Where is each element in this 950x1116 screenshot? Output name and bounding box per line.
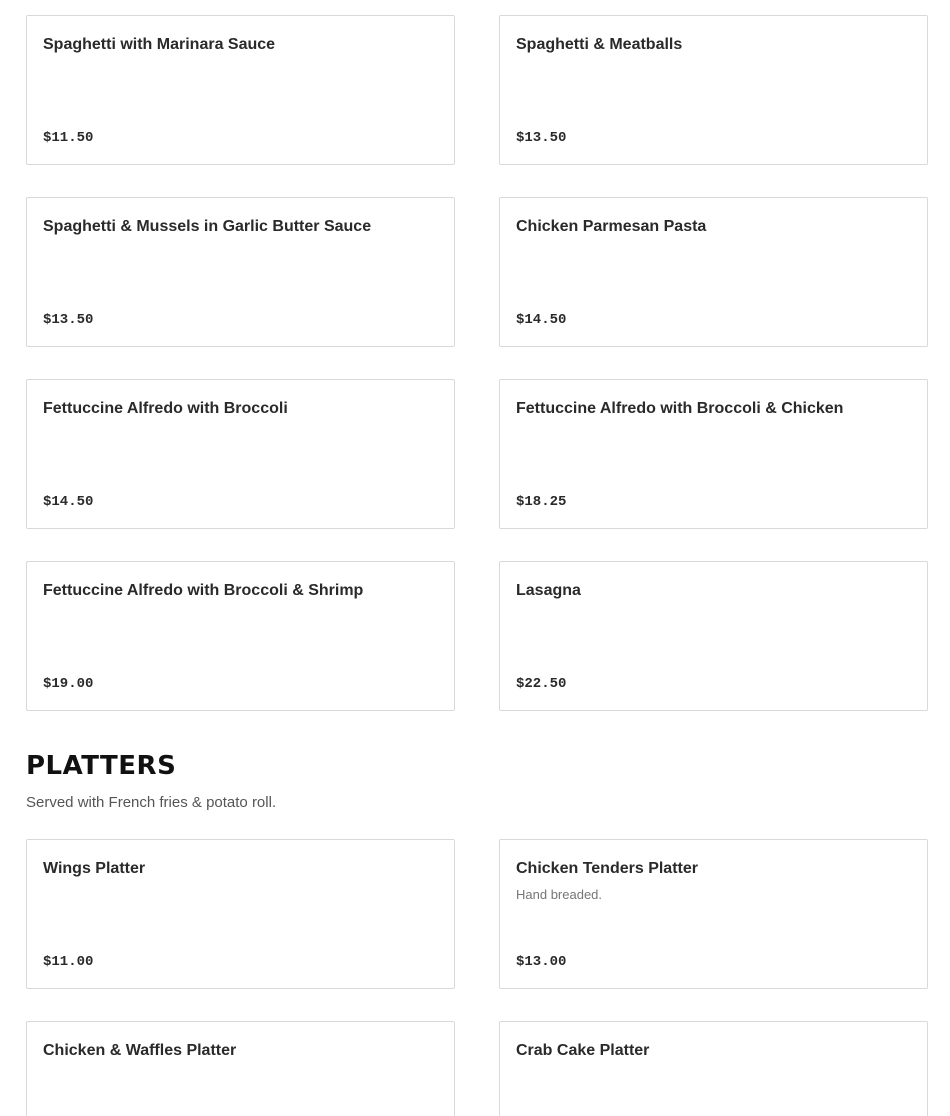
- menu-item-price: $13.50: [43, 312, 94, 328]
- menu-item-card[interactable]: [26, 197, 455, 347]
- menu-item-card[interactable]: [499, 839, 928, 989]
- menu-item-name: Spaghetti with Marinara Sauce: [43, 36, 276, 53]
- pasta-menu-grid: [26, 15, 928, 711]
- section-title: PLATTERS: [26, 751, 177, 781]
- section-subtitle: Served with French fries & potato roll.: [26, 794, 277, 811]
- menu-item-name: Fettuccine Alfredo with Broccoli: [43, 400, 288, 417]
- menu-item-price: $22.50: [516, 676, 567, 692]
- menu-item-description: Hand breaded.: [516, 887, 603, 902]
- menu-item-card[interactable]: [26, 1021, 455, 1116]
- menu-item-card[interactable]: [26, 379, 455, 529]
- menu-item-price: $18.25: [516, 494, 567, 510]
- menu-item-name: Spaghetti & Meatballs: [516, 36, 683, 53]
- menu-item-price: $14.50: [43, 494, 94, 510]
- menu-item-card[interactable]: [26, 15, 455, 165]
- menu-item-price: $11.50: [43, 130, 94, 146]
- menu-item-name: Chicken Parmesan Pasta: [516, 218, 707, 235]
- menu-item-card[interactable]: [499, 15, 928, 165]
- menu-item-name: Chicken Tenders Platter: [516, 860, 698, 877]
- menu-item-card[interactable]: [499, 197, 928, 347]
- menu-item-card[interactable]: [26, 561, 455, 711]
- menu-item-name: Spaghetti & Mussels in Garlic Butter Sauce: [43, 218, 372, 235]
- menu-item-price: $19.00: [43, 676, 94, 692]
- menu-item-name: Lasagna: [516, 582, 581, 599]
- menu-item-price: $14.50: [516, 312, 567, 328]
- platters-menu-grid: [26, 839, 928, 1116]
- menu-item-card[interactable]: [26, 839, 455, 989]
- menu-item-name: Fettuccine Alfredo with Broccoli & Shrimp: [43, 582, 364, 599]
- menu-item-name: Crab Cake Platter: [516, 1042, 650, 1059]
- menu-item-price: $13.50: [516, 130, 567, 146]
- menu-item-price: $11.00: [43, 954, 94, 970]
- menu-item-card[interactable]: [499, 379, 928, 529]
- menu-item-name: Wings Platter: [43, 860, 146, 877]
- menu-item-price: $13.00: [516, 954, 567, 970]
- menu-item-card[interactable]: [499, 561, 928, 711]
- menu-item-name: Fettuccine Alfredo with Broccoli & Chicken: [516, 400, 844, 417]
- menu-item-card[interactable]: [499, 1021, 928, 1116]
- menu-item-name: Chicken & Waffles Platter: [43, 1042, 237, 1059]
